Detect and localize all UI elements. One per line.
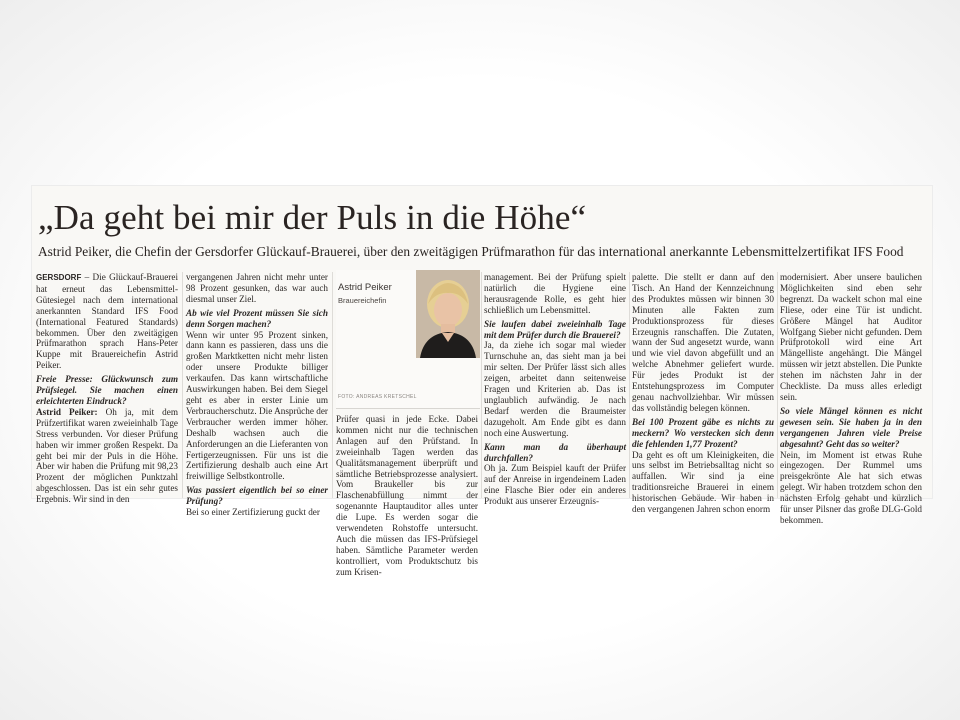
article-column-3: [336, 414, 478, 577]
paragraph: management. Bei der Prüfung spielt natürlich die Hygiene eine herausragende Rolle, es geht hier schließlich um Lebensmittel.: [484, 272, 626, 315]
interview-answer: [36, 407, 178, 505]
portrait-photo: [416, 270, 480, 358]
paragraph-text: Oh ja, mit dem Prüfzertifikat waren zweieinhalb Tage Stress verbunden. Vor dieser Prüfung haben wir immer großen Respekt. Da geht bei mir der Puls in die Höhe. Aber wir haben die Prüfung mit 98,23 Prozent der möglichen Punktzahl abgeschlossen. Das ist ein sehr gutes Ergebnis. Wir sind in den: [36, 406, 179, 505]
article-column-5: [632, 272, 774, 515]
headline: „Da geht bei mir der Puls in die Höhe“: [38, 198, 587, 237]
article-column-1: [36, 272, 179, 505]
subheadline: Astrid Peiker, die Chefin der Gersdorfer Glückauf-Brauerei, über den zweitägigen Prüfmarathon für das international anerkannte Lebensmittelzertifikat IFS Food: [38, 244, 904, 259]
article-lead-paragraph: [36, 272, 178, 371]
interview-question: Was passiert eigentlich bei so einer Prüfung?: [186, 485, 328, 507]
speaker-name: Astrid Peiker:: [36, 406, 98, 417]
photo-box: [336, 270, 480, 409]
portrait-illustration: [416, 270, 480, 358]
article-column-2: [186, 272, 328, 518]
paragraph: palette. Die stellt er dann auf den Tisch. An Hand der Kennzeichnung des Produktes müssen wir binnen 30 Minuten alle Fakten zum Produktionsprozess für dieses Erzeugnis ranschaffen. Die Zutaten, wann der Sud angesetzt wurde, wann und wie viel davon abgefüllt und an welche Abnehmer geliefert wurde. Für jedes Produkt ist der Entstehungsprozess im Computer genau nachvollziehbar. Wir müssen das vollständig belegen können.: [632, 272, 774, 413]
interview-question: Ab wie viel Prozent müssen Sie sich denn Sorgen machen?: [186, 307, 328, 329]
column-divider: [629, 272, 630, 498]
interview-question: Kann man da überhaupt durchfallen?: [484, 441, 626, 463]
interview-question: Bei 100 Prozent gäbe es nichts zu meckern? Wo verstecken sich denn die fehlenden 1,77 Prozent?: [632, 416, 774, 449]
column-divider: [481, 272, 482, 498]
column-divider: [777, 272, 778, 498]
dateline: GERSDORF: [36, 273, 82, 282]
paragraph: Nein, im Moment ist etwas Ruhe eingezogen. Der Rummel ums preisgekrönte Ale hat sich etwas gelegt. Wir haben trotzdem schon den nächsten Erfolg gehabt und kürzlich für unser Pilsner das große DLG-Gold bekommen.: [780, 449, 922, 525]
column-divider: [332, 272, 333, 498]
paragraph: Prüfer quasi in jede Ecke. Dabei kommen nicht nur die technischen Anlagen auf den Prüfstand. In zweieinhalb Tagen werden das Qualitätsmanagement überprüft und sämtliche Betriebsprozesse analysiert. Vom Braukeller bis zur Flaschenabfüllung nimmt der sogenannte Hauptauditor alles unter die Lupe. Es werden sogar die verwendeten Rohstoffe untersucht. Auch die müssen das IFS-Prüfsiegel haben. Sämtliche Parameter werden kontrolliert, vom Produktschutz bis zum Krisen-: [336, 414, 478, 577]
paragraph: Ja, da ziehe ich sogar mal wieder Turnschuhe an, das sieht man ja bei mir selten. Der Prüfer lässt sich alles zeigen, arbeitet dann seitenweise Fragen und Kriterien ab. Das ist unglaublich aufwändig. Je nach Bedarf werden die Braumeister dazugeholt. Am Ende gibt es dann noch eine Auswertung.: [484, 340, 626, 438]
paragraph: Da geht es oft um Kleinigkeiten, die uns selbst im Betriebsalltag nicht so auffallen. Wir sind ja eine traditionsreiche Brauerei in einem historischen Gebäude. Wir haben in den vergangenen Jahren schon enorm: [632, 449, 774, 515]
photo-caption-role: Brauereichefin: [338, 296, 387, 305]
newspaper-clipping: [32, 186, 932, 577]
article-column-6: [780, 272, 922, 525]
interview-question: So viele Mängel können es nicht gewesen sein. Sie haben ja in den vergangenen Jahren viele Preise abgesahnt? Geht das so weiter?: [780, 405, 922, 449]
photo-credit: FOTO: ANDREAS KRETSCHEL: [338, 394, 417, 400]
interview-question: Sie laufen dabei zweieinhalb Tage mit dem Prüfer durch die Brauerei?: [484, 318, 626, 340]
photo-caption-name: Astrid Peiker: [338, 282, 392, 293]
paragraph: Oh ja. Zum Beispiel kauft der Prüfer auf der Anreise in irgendeinem Laden eine Flasche Bier oder ein anderes Produkt aus unserer Erzeugnis-: [484, 463, 626, 507]
paragraph: modernisiert. Aber unsere baulichen Möglichkeiten sind eben sehr begrenzt. Da wackelt schon mal eine Fliese, oder eine Tür ist undicht. Größere Mängel hat Auditor Wolfgang Sieber nicht gefunden. Dem Prüfprotokoll wird eine Art Mängelliste angehängt. Die Mängel müssen wir jetzt abstellen. Die Punkte stehen im nächsten Jahr in der Checkliste. Da muss alles erledigt sein.: [780, 272, 922, 402]
paragraph: Bei so einer Zertifizierung guckt der: [186, 507, 320, 518]
column-divider: [182, 272, 183, 498]
interview-question: Freie Presse: Glückwunsch zum Prüfsiegel. Sie machen einen erleichterten Eindruck?: [36, 374, 178, 406]
paragraph-text: – Die Glückauf-Brauerei hat erneut das Lebensmittel-Gütesiegel nach dem international anerkannten Standard IFS Food (International Featured Standards) bekommen. Über den zweitägigen Prüfmarathon sprach Hans-Peter Kuppe mit Brauereichefin Astrid Peiker.: [36, 272, 178, 371]
paragraph: Wenn wir unter 95 Prozent sinken, dann kann es passieren, dass uns die großen Marktketten nicht mehr listen oder unsere Produkte billiger verkaufen. Das kann wirtschaftliche Auswirkungen haben. Bei dem Siegel geht es aber in erster Linie um Verbraucherschutz. Die Ansprüche der Verbraucher werden immer höher. Deshalb wachsen auch die Anforderungen an die Lieferanten von Fertigerzeugnissen. Für uns ist die Zertifizierung deshalb auch eine Art freiwillige Selbstkontrolle.: [186, 329, 328, 482]
paragraph: vergangenen Jahren nicht mehr unter 98 Prozent gesunken, das war auch diesmal unser Ziel.: [186, 272, 328, 304]
article-column-4: [484, 272, 626, 507]
